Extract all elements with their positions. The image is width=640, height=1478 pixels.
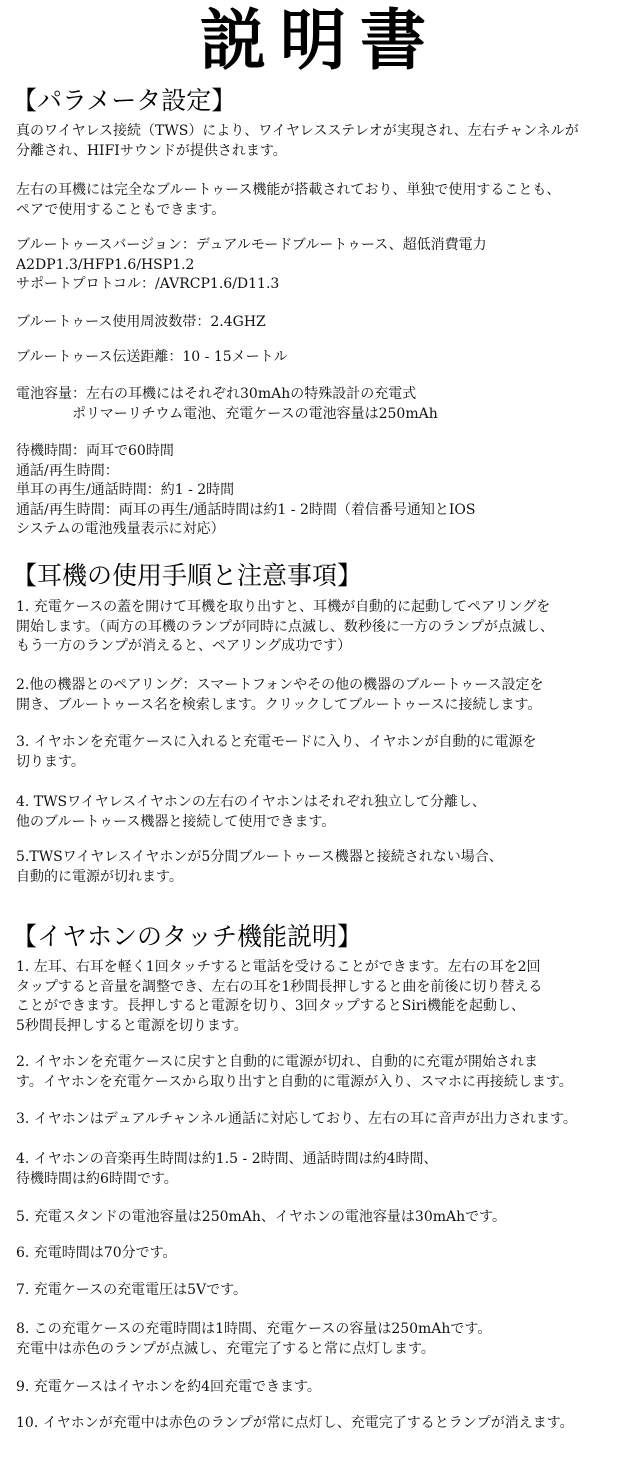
text-line: 待機時間：両耳で60時間 xyxy=(16,443,174,459)
paragraph xyxy=(16,598,636,657)
text-line: 他のブルートゥース機器と接続して使用できます。 xyxy=(16,813,336,830)
text-line: 通話/再生時間： xyxy=(16,462,119,479)
paragraph xyxy=(16,958,636,1036)
text-line: 8. この充電ケースの充電時間は1時間、充電ケースの容量は250mAhです。 xyxy=(16,1321,492,1337)
document-title: 説明書 xyxy=(200,2,440,79)
text-line: 待機時間は約6時間です。 xyxy=(16,1170,178,1187)
paragraph xyxy=(16,1244,636,1264)
text-line: 5秒間長押しすると電源を切ります。 xyxy=(16,1017,248,1034)
text-line: ことができます。長押しすると電源を切り、3回タップするとSiri機能を起動し、 xyxy=(16,998,526,1014)
text-line: 単耳の再生/通話時間：約1 - 2時間 xyxy=(16,482,235,498)
text-line: 開き、ブルートゥース名を検索します。クリックしてブルートゥースに接続します。 xyxy=(16,696,542,713)
text-line: 開始します。（両方の耳機のランプが同時に点滅し、数秒後に一方のランプが点滅し、 xyxy=(16,618,554,635)
text-line: 10. イヤホンが充電中は赤色のランプが常に点灯し、充電完了するとランプが消えます。 xyxy=(16,1415,574,1431)
paragraph xyxy=(16,1320,636,1359)
paragraph xyxy=(16,1281,636,1301)
text-line: 6. 充電時間は70分です。 xyxy=(16,1245,177,1261)
text-line: システムの電池残量表示に対応） xyxy=(16,521,225,537)
paragraph xyxy=(16,793,636,832)
text-line: A2DP1.3/HFP1.6/HSP1.2 xyxy=(16,256,195,273)
paragraph xyxy=(16,313,636,333)
text-line: 左右の耳機には完全なブルートゥース機能が搭載されており、単独で使用することも、 xyxy=(16,182,561,198)
text-line: ブルートゥース伝送距離：10 - 15メートル xyxy=(16,349,288,365)
paragraph xyxy=(16,1053,636,1092)
text-line: 3. イヤホンを充電ケースに入れると充電モードに入り、イヤホンが自動的に電源を xyxy=(16,734,537,750)
text-line: 1. 左耳、右耳を軽く1回タッチすると電話を受けることができます。左右の耳を2回 xyxy=(16,959,541,975)
text-line: 1. 充電ケースの蓋を開けて耳機を取り出すと、耳機が自動的に起動してペアリングを xyxy=(16,599,551,615)
text-line: 5. 充電スタンドの電池容量は250mAh、イヤホンの電池容量は30mAhです。 xyxy=(16,1209,507,1225)
text-line: ペアで使用することもできます。 xyxy=(16,201,226,218)
text-line: 切ります。 xyxy=(16,753,85,770)
text-line: タップすると音量を調整でき、左右の耳を1秒間長押しすると曲を前後に切り替える xyxy=(16,978,543,995)
paragraph xyxy=(16,1378,636,1398)
section-heading-usage: 【耳機の使用手順と注意事項】 xyxy=(12,561,363,590)
text-line: 分離され、HIFIサウンドが提供されます。 xyxy=(16,142,287,159)
paragraph xyxy=(16,733,636,772)
text-line: ブルートゥース使用周波数帯：2.4GHZ xyxy=(16,314,266,330)
paragraph xyxy=(16,848,636,887)
text-line: 7. 充電ケースの充電電圧は5Vです。 xyxy=(16,1282,248,1298)
paragraph xyxy=(16,1208,636,1228)
paragraph xyxy=(16,1150,636,1189)
text-line: 充電中は赤色のランプが点滅し、充電完了すると常に点灯します。 xyxy=(16,1340,435,1357)
text-line: 電池容量：左右の耳機にはそれぞれ30mAhの特殊設計の充電式 xyxy=(16,386,417,402)
paragraph xyxy=(16,1414,636,1434)
text-line: サポートプロトコル：/AVRCP1.6/D11.3 xyxy=(16,276,280,292)
text-line: 4. イヤホンの音楽再生時間は約1.5 - 2時間、通話時間は約4時間、 xyxy=(16,1151,438,1167)
paragraph xyxy=(16,385,636,424)
text-line: 9. 充電ケースはイヤホンを約4回充電できます。 xyxy=(16,1379,321,1395)
text-line: 5.TWSワイヤレスイヤホンが5分間ブルートゥース機器と接続されない場合、 xyxy=(16,849,503,865)
text-line: 自動的に電源が切れます。 xyxy=(16,868,183,885)
section-heading-parameters: 【パラメータ設定】 xyxy=(12,86,237,115)
paragraph xyxy=(16,442,636,540)
text-line: 真のワイヤレス接続（TWS）により、ワイヤレスステレオが実現され、左右チャンネルが xyxy=(16,123,579,139)
paragraph xyxy=(16,1110,636,1130)
paragraph xyxy=(16,348,636,368)
paragraph xyxy=(16,236,636,295)
paragraph xyxy=(16,181,636,220)
section-heading-touch: 【イヤホンのタッチ機能説明】 xyxy=(12,922,363,951)
text-line: 通話/再生時間：両耳の再生/通話時間は約1 - 2時間（着信番号通知とIOS xyxy=(16,501,476,518)
text-line: 2. イヤホンを充電ケースに戻すと自動的に電源が切れ、自動的に充電が開始されま xyxy=(16,1054,538,1070)
text-line: 2.他の機器とのペアリング：スマートフォンやその他の機器のブルートゥース設定を xyxy=(16,677,544,693)
text-line: もう一方のランプが消えると、ペアリング成功です） xyxy=(16,638,352,654)
paragraph xyxy=(16,122,636,161)
text-line: 4. TWSワイヤレスイヤホンの左右のイヤホンはそれぞれ独立して分離し、 xyxy=(16,794,486,810)
paragraph xyxy=(16,676,636,715)
text-line: 3. イヤホンはデュアルチャンネル通話に対応しており、左右の耳に音声が出力されます。 xyxy=(16,1111,577,1127)
text-line: す。イヤホンを充電ケースから取り出すと自動的に電源が入り、スマホに再接続します。 xyxy=(16,1073,573,1090)
text-line: ブルートゥースバージョン：デュアルモードブルートゥース、超低消費電力 xyxy=(16,237,487,253)
text-line: ポリマーリチウム電池、充電ケースの電池容量は250mAh xyxy=(16,405,438,422)
